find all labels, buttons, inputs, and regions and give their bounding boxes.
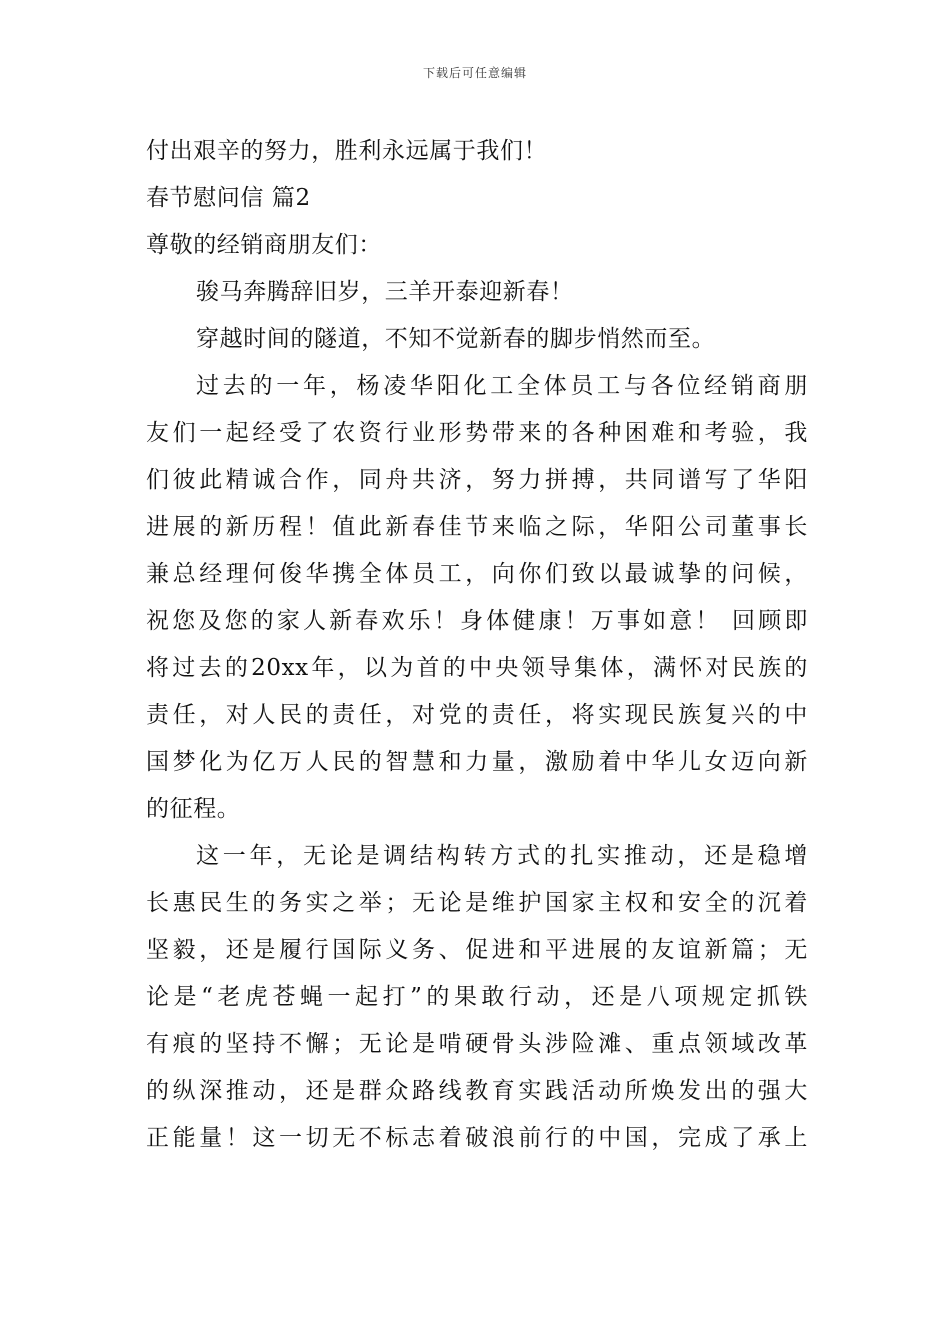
salutation: 尊敬的经销商朋友们： [146, 232, 382, 258]
text-line: 的征程。 [146, 796, 241, 822]
text-line: 有痕的坚持不懈；无论是啃硬骨头涉险滩、重点领域改革 [146, 1031, 808, 1057]
text-line: 责任，对人民的责任，对党的责任，将实现民族复兴的中 [146, 702, 808, 728]
text-line: 进展的新历程！值此新春佳节来临之际，华阳公司董事长 [146, 514, 808, 540]
text-line: 正能量！这一切无不标志着破浪前行的中国，完成了承上 [146, 1125, 808, 1151]
text-line: 坚毅，还是履行国际义务、促进和平进展的友谊新篇；无 [146, 937, 808, 963]
text-line: 们彼此精诚合作，同舟共济，努力拼搏，共同谱写了华阳 [146, 467, 808, 493]
text-line: 骏马奔腾辞旧岁，三羊开泰迎新春！ [196, 279, 574, 305]
text-line: 付出艰辛的努力，胜利永远属于我们！ [146, 138, 548, 164]
text-line: 这一年，无论是调结构转方式的扎实推动，还是稳增 [196, 843, 808, 869]
section-heading: 春节慰问信 篇2 [146, 185, 311, 211]
text-line: 论是“老虎苍蝇一起打”的果敢行动，还是八项规定抓铁 [146, 984, 808, 1010]
text-line: 祝您及您的家人新春欢乐！身体健康！万事如意！ 回顾即 [146, 608, 808, 634]
text-line: 长惠民生的务实之举；无论是维护国家主权和安全的沉着 [146, 890, 808, 916]
text-line: 兼总经理何俊华携全体员工，向你们致以最诚挚的问候， [146, 561, 808, 587]
text-line: 过去的一年，杨凌华阳化工全体员工与各位经销商朋 [196, 373, 808, 399]
page-header-note: 下载后可任意编辑 [422, 66, 527, 80]
document-body [146, 128, 808, 1162]
text-line: 国梦化为亿万人民的智慧和力量，激励着中华儿女迈向新 [146, 749, 808, 775]
text-line: 穿越时间的隧道，不知不觉新春的脚步悄然而至。 [196, 326, 716, 352]
text-line: 的纵深推动，还是群众路线教育实践活动所焕发出的强大 [146, 1078, 808, 1104]
text-line: 将过去的20xx年，以为首的中央领导集体，满怀对民族的 [146, 655, 808, 681]
text-line: 友们一起经受了农资行业形势带来的各种困难和考验，我 [146, 420, 808, 446]
